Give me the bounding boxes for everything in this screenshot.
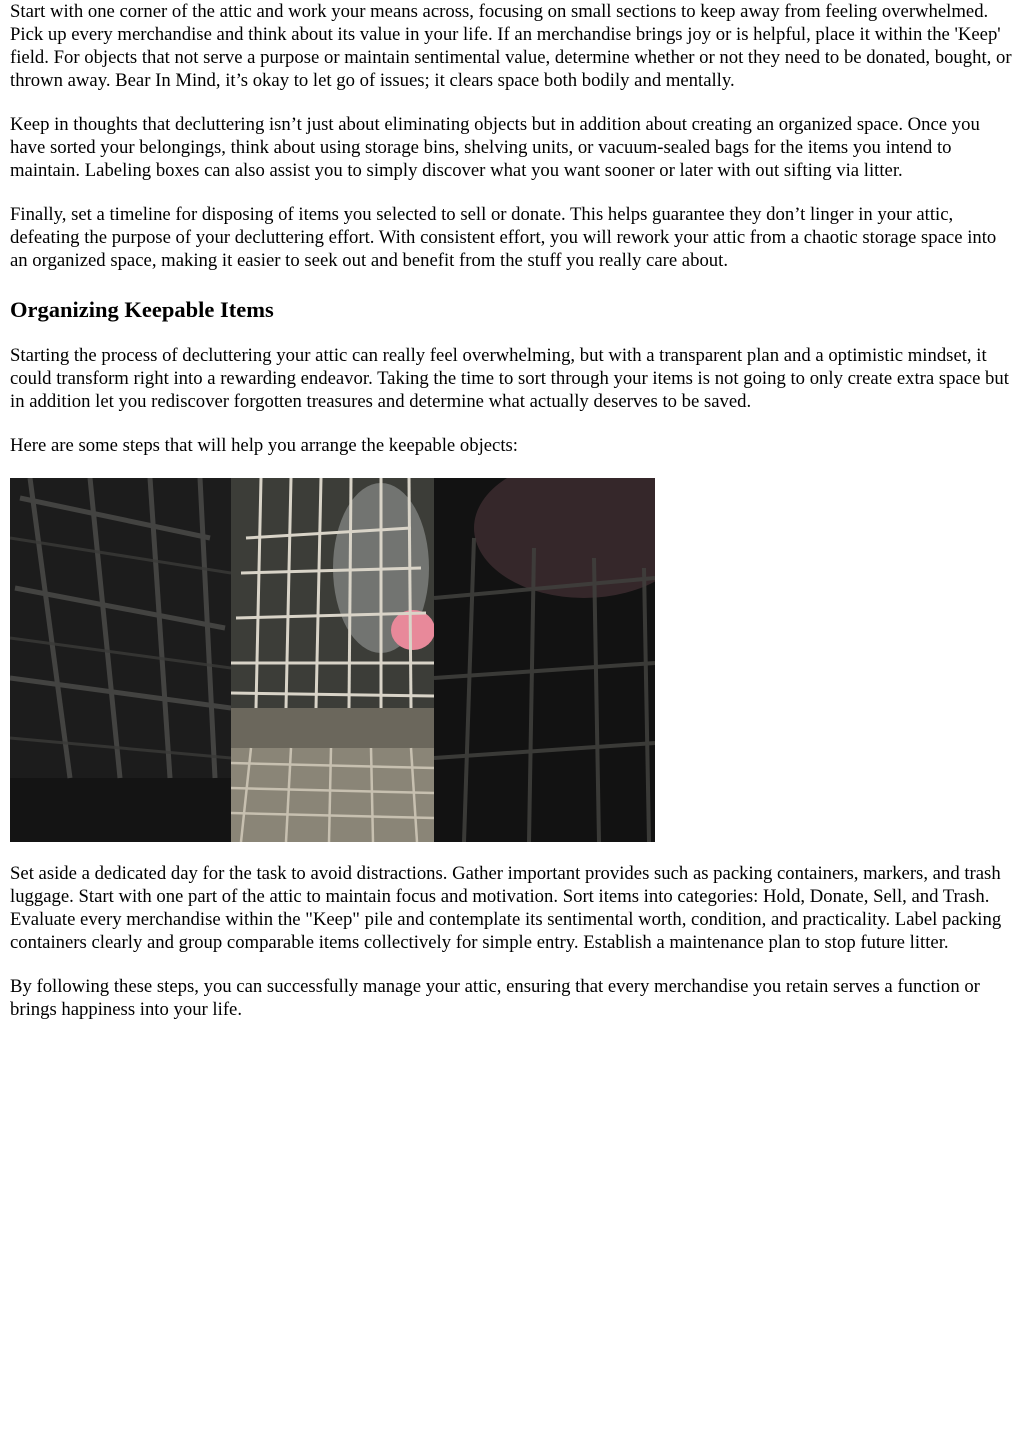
paragraph-starting: Starting the process of decluttering your attic can really feel overwhelming, but with a transparent plan and a optimistic mindset, it could transform right into a rewarding endeavor. Taking the time to sort through your items is not going to only create extra space but in addition let you rediscover forgotten treasures and determine what actually deserves to be saved. — [10, 345, 1009, 412]
paragraph-intro: Start with one corner of the attic and work your means across, focusing on small sections to keep away from feeling overwhelmed. Pick up every merchandise and think about its value in your life. If an merchandise brings joy or is helpful, place it within the 'Keep' field. For objects that not serve a purpose or maintain sentimental value, determine whether or not they need to be donated, bought, or thrown away. Bear In Mind, it’s okay to let go of issues; it clears space both bodily and mentally. — [10, 1, 1012, 91]
image-panel-center — [231, 478, 434, 842]
rack-wires-right — [434, 478, 655, 842]
paragraph-steps: Set aside a dedicated day for the task to avoid distractions. Gather important provides such as packing containers, markers, and trash luggage. Start with one part of the attic to maintain focus and motivation. Sort items into categories: Hold, Donate, Sell, and Trash. Evaluate every merchandise within the "Keep" pile and contemplate its sentimental worth, condition, and practicality. Label packing containers clearly and group comparable items collectively for simple entry. Establish a maintenance plan to stop future litter. — [10, 863, 1002, 953]
dishwasher-rack-image — [10, 478, 655, 842]
paragraph-conclusion: By following these steps, you can successfully manage your attic, ensuring that every merchandise you retain serves a function or brings happiness into your life. — [10, 976, 980, 1020]
paragraph-steps-intro: Here are some steps that will help you arrange the keepable objects: — [10, 435, 519, 456]
rack-wires-center — [231, 478, 434, 842]
image-panel-right — [434, 478, 655, 842]
paragraph-timeline: Finally, set a timeline for disposing of items you selected to sell or donate. This helps guarantee they don’t linger in your attic, defeating the purpose of your decluttering effort. With consistent effort, you will rework your attic from a chaotic storage space into an organized space, making it easier to seek out and benefit from the stuff you really care about. — [10, 204, 997, 271]
section-heading: Organizing Keepable Items — [10, 297, 274, 322]
image-panel-left — [10, 478, 231, 842]
paragraph-organize: Keep in thoughts that decluttering isn’t just about eliminating objects but in addition about creating an organized space. Once you have sorted your belongings, think about using storage bins, shelving units, or vacuum-sealed bags for the items you intend to maintain. Labeling boxes can also assist you to simply discover what you want sooner or later with out sifting via litter. — [10, 114, 980, 181]
rack-wires-left — [10, 478, 231, 842]
article — [10, 0, 1014, 1042]
